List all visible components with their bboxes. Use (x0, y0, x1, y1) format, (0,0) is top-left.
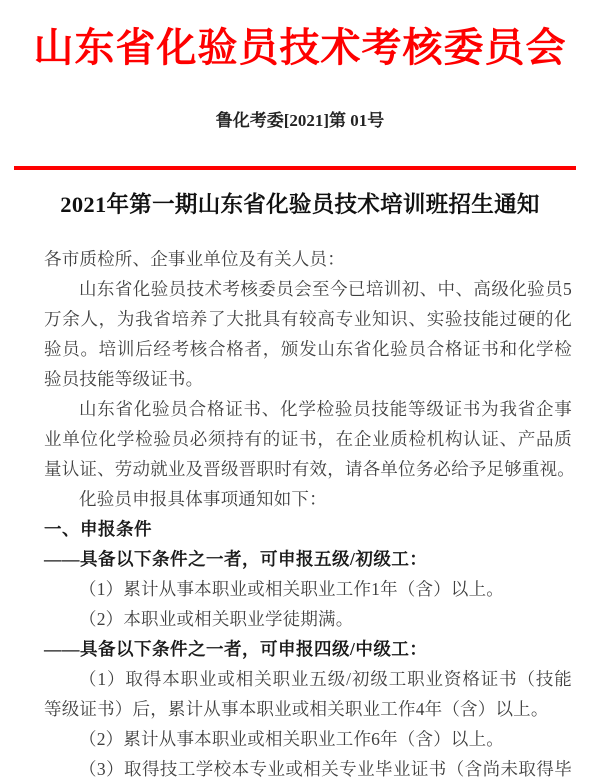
section-heading-line: ——具备以下条件之一者，可申报五级/初级工： (44, 549, 428, 569)
body-text-line: 验员技能等级证书。 (44, 369, 204, 389)
body-text-line: （1）累计从事本职业或相关职业工作1年（含）以上。 (79, 579, 504, 599)
notice-title: 2021年第一期山东省化验员技术培训班招生通知 (60, 192, 540, 217)
body-text-line: （2）本职业或相关职业学徒期满。 (79, 609, 354, 629)
body-text-line: 万余人，为我省培养了大批具有较高专业知识、实验技能过硬的化 (44, 309, 572, 329)
body-text-line: 业单位化学检验员必须持有的证书，在企业质检机构认证、产品质 (44, 429, 572, 449)
red-divider-rule (14, 166, 576, 170)
body-text-line: 各市质检所、企事业单位及有关人员： (44, 249, 345, 269)
doc-number: 鲁化考委[2021]第 01号 (215, 111, 385, 130)
body-text-line: 等级证书）后，累计从事本职业或相关职业工作4年（含）以上。 (44, 699, 549, 719)
org-title: 山东省化验员技术考核委员会 (33, 26, 567, 70)
body-text-line: 山东省化验员技术考核委员会至今已培训初、中、高级化验员5 (79, 279, 572, 299)
notice-body (44, 244, 575, 777)
body-text-line: （2）累计从事本职业或相关职业工作6年（含）以上。 (79, 729, 504, 749)
section-heading-line: ——具备以下条件之一者，可申报四级/中级工： (44, 639, 428, 659)
body-text-line: （1）取得本职业或相关职业五级/初级工职业资格证书（技能 (79, 669, 572, 689)
section-heading-line: 一、申报条件 (44, 519, 152, 539)
body-text-line: 量认证、劳动就业及晋级晋职时有效，请各单位务必给予足够重视。 (44, 459, 575, 479)
body-text-line: 验员。培训后经考核合格者，颁发山东省化验员合格证书和化学检 (44, 339, 572, 359)
body-text-line: 化验员申报具体事项通知如下： (79, 489, 327, 509)
body-text-line: （3）取得技工学校本专业或相关专业毕业证书（含尚未取得毕 (79, 759, 572, 777)
body-text-line: 山东省化验员合格证书、化学检验员技能等级证书为我省企事 (79, 399, 572, 419)
